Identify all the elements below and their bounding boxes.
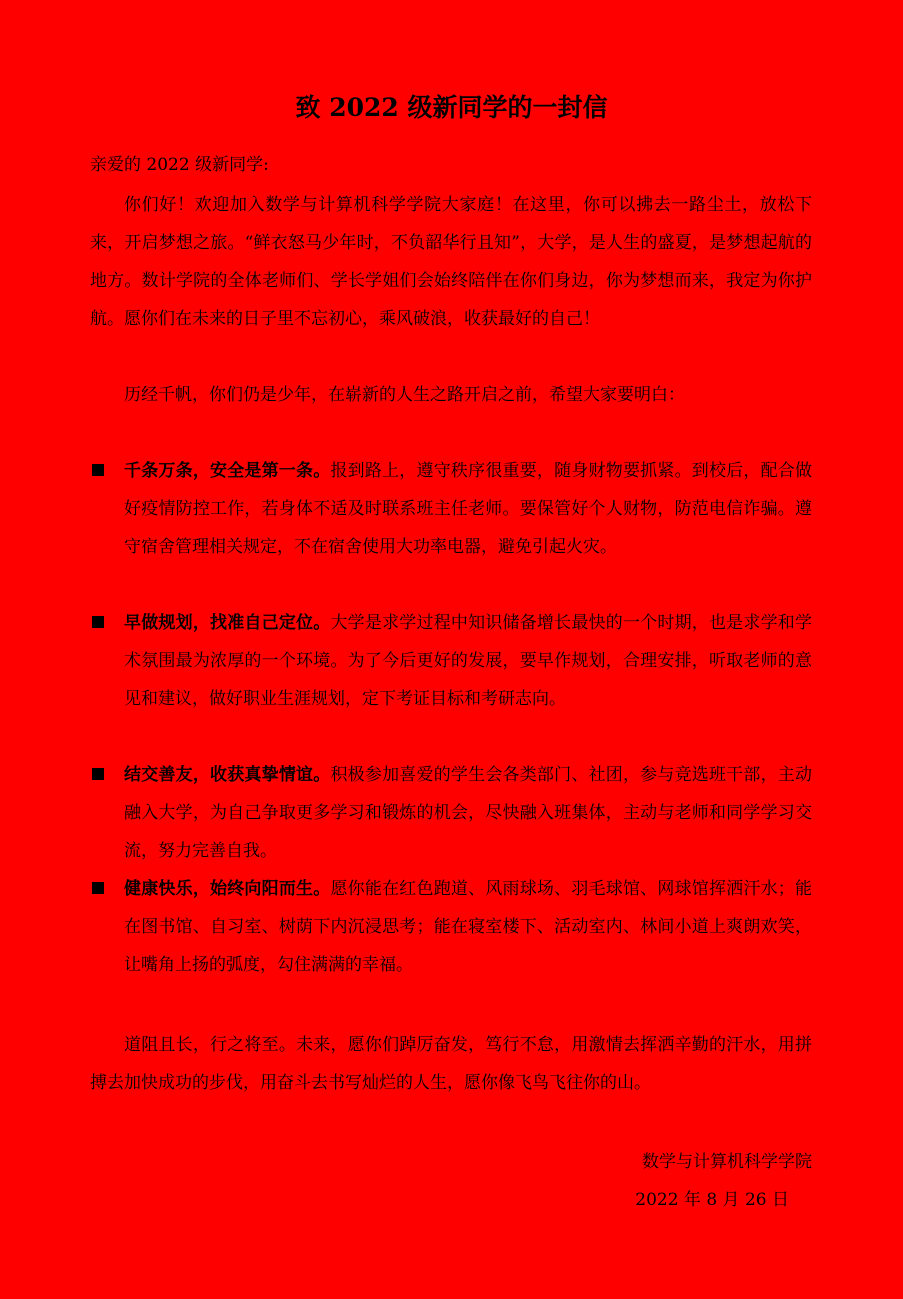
bullet-item-safety	[90, 452, 812, 566]
bullet-heading: 早做规划，找准自己定位。	[124, 613, 331, 633]
bullet-heading: 千条万条，安全是第一条。	[124, 461, 331, 481]
bullet-text	[124, 604, 812, 718]
bullet-body: 大学是求学过程中知识储备增长最快的一个时期，也是求学和学术氛围最为浓厚的一个环境。为了今后更好的发展，要早作规划，合理安排，听取老师的意见和建议，做好职业生涯规划，定下考证目标和考研志向。	[124, 613, 813, 709]
bullet-text	[124, 870, 812, 984]
black-square-bullet-icon	[92, 464, 104, 476]
closing-paragraph: 道阻且长，行之将至。未来，愿你们踔厉奋发，笃行不怠，用激情去挥洒辛勤的汗水，用拼搏去加快成功的步伐，用奋斗去书写灿烂的人生，愿你像飞鸟飞往你的山。	[90, 1035, 812, 1093]
bullet-heading: 健康快乐，始终向阳而生。	[124, 879, 331, 899]
black-square-bullet-icon	[92, 616, 104, 628]
signature-organization: 数学与计算机科学学院	[642, 1152, 812, 1172]
bullet-text	[124, 756, 812, 870]
intro-paragraph: 你们好！欢迎加入数学与计算机科学学院大家庭！在这里，你可以拂去一路尘土，放松下来，开启梦想之旅。“鲜衣怒马少年时，不负韶华行且知”，大学，是人生的盛夏，是梦想起航的地方。数计学院的全体老师们、学长学姐们会始终陪伴在你们身边，你为梦想而来，我定为你护航。愿你们在未来的日子里不忘初心，乘风破浪，收获最好的自己！	[90, 195, 812, 329]
bullet-item-friends	[90, 756, 812, 870]
bullet-body: 报到路上，遵守秩序很重要，随身财物要抓紧。到校后，配合做好疫情防控工作，若身体不适及时联系班主任老师。要保管好个人财物，防范电信诈骗。遵守宿舍管理相关规定，不在宿舍使用大功率电器，避免引起火灾。	[124, 461, 813, 557]
bullet-body: 积极参加喜爱的学生会各类部门、社团，参与竞选班干部，主动融入大学，为自己争取更多学习和锻炼的机会，尽快融入班集体，主动与老师和同学学习交流，努力完善自我。	[124, 765, 813, 861]
letter-title: 致 2022 级新同学的一封信	[295, 93, 608, 122]
bullet-text	[124, 452, 812, 566]
salutation: 亲爱的 2022 级新同学:	[90, 155, 269, 175]
bullet-body: 愿你能在红色跑道、风雨球场、羽毛球馆、网球馆挥洒汗水；能在图书馆、自习室、树荫下内沉浸思考；能在寝室楼下、活动室内、林间小道上爽朗欢笑，让嘴角上扬的弧度，勾住满满的幸福。	[124, 879, 813, 975]
bullet-item-health	[90, 870, 812, 984]
bullet-item-planning	[90, 604, 812, 718]
black-square-bullet-icon	[92, 768, 104, 780]
transition-paragraph: 历经千帆，你们仍是少年，在崭新的人生之路开启之前，希望大家要明白：	[124, 385, 685, 405]
signature-date: 2022 年 8 月 26 日	[635, 1190, 789, 1210]
black-square-bullet-icon	[92, 882, 104, 894]
bullet-heading: 结交善友，收获真挚情谊。	[124, 765, 331, 785]
